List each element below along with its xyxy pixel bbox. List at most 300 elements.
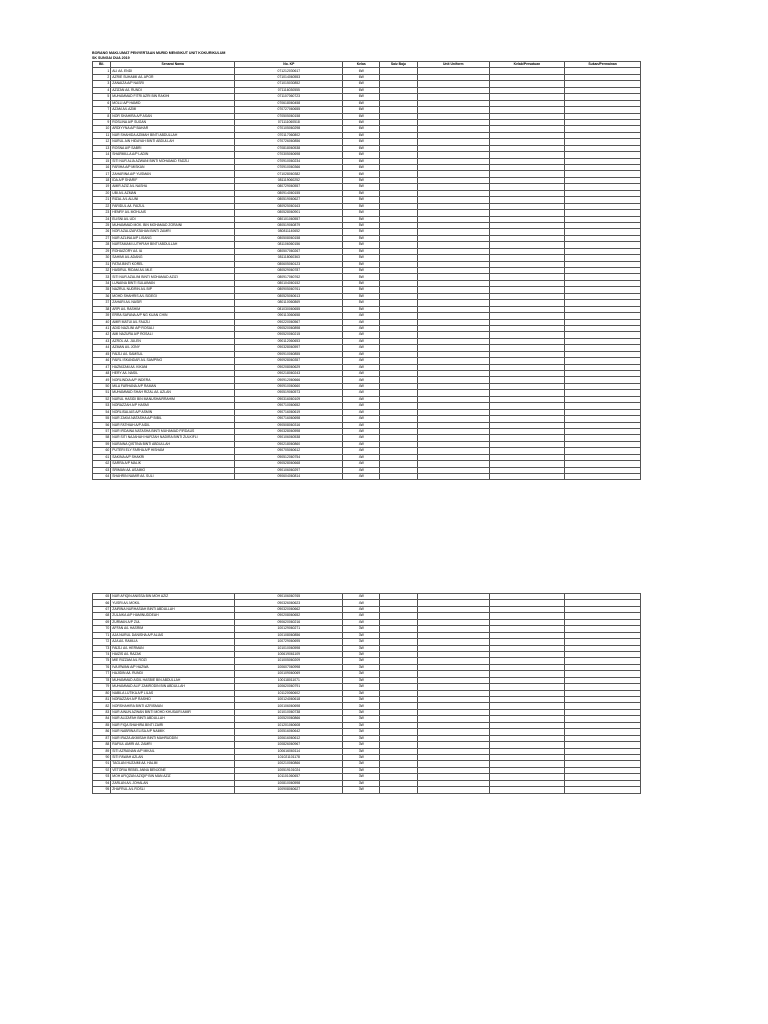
- cell-name: NOR AZALIZAFATAHAN BINTI ZAMRI: [111, 229, 235, 235]
- cell-name: HAJIDIN A/L RUNDI: [111, 671, 235, 677]
- cell-name: ELISNI A/L UDI: [111, 216, 235, 222]
- cell-bil: 94: [93, 780, 111, 786]
- cell-class: 5W: [343, 300, 380, 306]
- cell-bil: 71: [93, 632, 111, 638]
- cell-class: 3W: [343, 735, 380, 741]
- cell-bil: 30: [93, 255, 111, 261]
- cell-bil: 24: [93, 216, 111, 222]
- cell-class: 4W: [343, 441, 380, 447]
- cell-bil: 31: [93, 261, 111, 267]
- cell-ic: 100619061109: [235, 651, 343, 657]
- document-title: BORANG MAKLUMAT PENYERTAAN MURID MENGIKUT UNIT KOKURIKULUM: [92, 51, 226, 55]
- cell-name: ZAIRINA NURHASIAH BINTI ABDULLAH: [111, 606, 235, 612]
- cell-name: PUTERI ELY FARHA A/P HISHAM: [111, 448, 235, 454]
- cell-class: 6W: [343, 119, 380, 125]
- cell-bil: 35: [93, 287, 111, 293]
- cell-name: HENRY A/L MOHLAIS: [111, 210, 235, 216]
- cell-name: MOLLI A/P HAMID: [111, 100, 235, 106]
- cell-name: ZURMAN A/P ZUL: [111, 619, 235, 625]
- cell-name: LUNAINA BINTI SULAIMAN: [111, 280, 235, 286]
- cell-ic: 081030060655: [235, 306, 343, 312]
- cell-bil: 9: [93, 119, 111, 125]
- cell-class: 4W: [343, 371, 380, 377]
- cell-class: 3W: [343, 664, 380, 670]
- cell-bil: 11: [93, 132, 111, 138]
- cell-bil: 54: [93, 409, 111, 415]
- cell-ic: 070117060802: [235, 132, 343, 138]
- cell-name: NOR SHAHIRA A/P ASAN: [111, 113, 235, 119]
- cell-name: MUHAMMAD SHAH RIZAL A/L AZLAN: [111, 390, 235, 396]
- cell-ic: 080525060613: [235, 293, 343, 299]
- cell-bil: 90: [93, 754, 111, 760]
- cell-bil: 95: [93, 787, 111, 793]
- cell-bil: 75: [93, 658, 111, 664]
- header-sport: Sukan/Permainan: [565, 62, 641, 68]
- cell-ic: 100908060627: [235, 787, 343, 793]
- cell-class: 4W: [343, 474, 380, 480]
- cell-class: 3W: [343, 658, 380, 664]
- cell-class: 4W: [343, 351, 380, 357]
- cell-class: 3W: [343, 651, 380, 657]
- cell-name: ROSLINA A/P SUGAN: [111, 119, 235, 125]
- cell-ic: 071028060382: [235, 171, 343, 177]
- cell-name: FARIDUL A/L FAIZUL: [111, 203, 235, 209]
- cell-bil: 1: [93, 68, 111, 74]
- cell-bil: 79: [93, 684, 111, 690]
- cell-ic: 101005060209: [235, 658, 343, 664]
- cell-class: 3W: [343, 690, 380, 696]
- cell-ic: 101010060598: [235, 645, 343, 651]
- cell-name: AZIZAN A/L RUNDI: [111, 87, 235, 93]
- cell-name: NUR FIQA SHAHIRA BINTI ZAIRI: [111, 722, 235, 728]
- cell-class: 5W: [343, 280, 380, 286]
- cell-name: FAIRL ISKANDAR A/L SAMPING: [111, 358, 235, 364]
- cell-bil: 67: [93, 606, 111, 612]
- cell-name: HAZNIZAM A/L KIKANI: [111, 364, 235, 370]
- cell-ic: 090528060668: [235, 461, 343, 467]
- cell-ic: 090320060662: [235, 606, 343, 612]
- cell-bil: 74: [93, 651, 111, 657]
- cell-bil: 56: [93, 422, 111, 428]
- cell-name: SHAHRIN NAMIR A/L SULI: [111, 474, 235, 480]
- cell-class: 5W: [343, 229, 380, 235]
- cell-ic: 090326060623: [235, 600, 343, 606]
- cell-name: AJA A/L RAMLIA: [111, 639, 235, 645]
- cell-ic: 100210060866: [235, 761, 343, 767]
- cell-name: MUHAMMAD ALIF ZAMRODIN BIN ABDULLAH: [111, 684, 235, 690]
- cell-ic: 090218060243: [235, 371, 343, 377]
- header-ic: No. KP: [235, 62, 343, 68]
- cell-bil: 89: [93, 748, 111, 754]
- cell-class: 6W: [343, 68, 380, 74]
- cell-ic: 090520060215: [235, 332, 343, 338]
- cell-name: ARPI A/L RASHIM: [111, 306, 235, 312]
- cell-name: NORSHAHIRA BINTI AZRISMAN: [111, 703, 235, 709]
- cell-bil: 80: [93, 690, 111, 696]
- cell-class: 3W: [343, 748, 380, 754]
- cell-ic: 101021101178: [235, 754, 343, 760]
- cell-class: 5W: [343, 248, 380, 254]
- cell-name: SITI NUR AZALINI BINTI MOHAMAD AZIZI: [111, 274, 235, 280]
- cell-bil: 15: [93, 158, 111, 164]
- cell-class: 4W: [343, 364, 380, 370]
- cell-name: NURUL AIN HIDAYAH BINTI ABDULLAH: [111, 139, 235, 145]
- cell-ic: 090208060629: [235, 364, 343, 370]
- cell-class: 6W: [343, 100, 380, 106]
- cell-ic: 100729060695: [235, 639, 343, 645]
- cell-ic: 090220060567: [235, 319, 343, 325]
- cell-class: 5W: [343, 293, 380, 299]
- cell-bil: 21: [93, 197, 111, 203]
- cell-name: NUR IRAZA AKMISAH BINTI MAHRUDDIN: [111, 735, 235, 741]
- cell-ic: 100616060612: [235, 735, 343, 741]
- cell-class: 4W: [343, 345, 380, 351]
- cell-name: TAGLAN HUZAIMI A/L HALIM: [111, 761, 235, 767]
- cell-club: [489, 787, 565, 793]
- cell-ic: 090910060660: [235, 383, 343, 389]
- cell-bil: 42: [93, 332, 111, 338]
- cell-class: 3W: [343, 787, 380, 793]
- cell-class: 3W: [343, 677, 380, 683]
- cell-bil: 28: [93, 242, 111, 248]
- cell-class: 4W: [343, 358, 380, 364]
- cell-class: 5W: [343, 255, 380, 261]
- cell-bil: 39: [93, 313, 111, 319]
- cell-bil: 51: [93, 390, 111, 396]
- cell-ic: 090218060860: [235, 441, 343, 447]
- cell-name: AZAM A/L AZMI: [111, 107, 235, 113]
- cell-class: 3W: [343, 767, 380, 773]
- cell-name: ROSNA A/P SABRI: [111, 145, 235, 151]
- cell-bil: 72: [93, 639, 111, 645]
- cell-bil: 93: [93, 774, 111, 780]
- cell-class: 6W: [343, 126, 380, 132]
- cell-name: NUR ALIZAFAH BINTI ABDULLAH: [111, 716, 235, 722]
- cell-name: IDA A/P SHARIF: [111, 177, 235, 183]
- cell-name: MIE RIZZAM A/L ROZI: [111, 658, 235, 664]
- cell-ic: 090106060765: [235, 594, 343, 600]
- cell-name: UBI A/L AZMAN: [111, 190, 235, 196]
- cell-ic: 101101060657: [235, 774, 343, 780]
- cell-ic: 070818060538: [235, 145, 343, 151]
- cell-bil: 33: [93, 274, 111, 280]
- cell-name: ZANAIZA A/P NASRI: [111, 81, 235, 87]
- cell-name: SRIMAN A/L ASAIMO: [111, 467, 235, 473]
- cell-bil: 87: [93, 735, 111, 741]
- cell-name: HERY A/L NASIL: [111, 371, 235, 377]
- cell-name: ROHAIZORY A/L IA: [111, 248, 235, 254]
- cell-bil: 16: [93, 165, 111, 171]
- cell-ic: 090520060898: [235, 325, 343, 331]
- cell-class: 4W: [343, 383, 380, 389]
- cell-ic: 080519060627: [235, 197, 343, 203]
- cell-name: MUHAMMAD AIDIL HASBIE BIN ABDULLAH: [111, 677, 235, 683]
- cell-class: 4W: [343, 600, 380, 606]
- cell-class: 6W: [343, 165, 380, 171]
- cell-uniform-unit: [417, 474, 489, 480]
- cell-class: 4W: [343, 319, 380, 325]
- cell-name: ARDIYYNA A/P BAHAR: [111, 126, 235, 132]
- cell-name: AMIR AZIZ A/L NASHA: [111, 184, 235, 190]
- cell-name: ZARLAN A/L JOHALAN: [111, 780, 235, 786]
- cell-class: 5W: [343, 197, 380, 203]
- cell-bil: 7: [93, 107, 111, 113]
- cell-name: NABILA LUTIKA A/P LILAS: [111, 690, 235, 696]
- cell-name: ZHAFRUL A/L ROSLI: [111, 787, 235, 793]
- cell-ic: 090512060754: [235, 454, 343, 460]
- cell-ic: 100826060967: [235, 742, 343, 748]
- cell-name: NUR FATHIAH A/P AIDIL: [111, 422, 235, 428]
- cell-ic: 090928060357: [235, 358, 343, 364]
- cell-bil: 57: [93, 428, 111, 434]
- cell-bil: 50: [93, 383, 111, 389]
- cell-class: 4W: [343, 338, 380, 344]
- cell-bil: 88: [93, 742, 111, 748]
- cell-class: 4W: [343, 325, 380, 331]
- cell-bil: 38: [93, 306, 111, 312]
- cell-class: 4W: [343, 613, 380, 619]
- header-shirt-size: Saiz Baju: [380, 62, 418, 68]
- cell-name: NORLINDIA A/P INDERA: [111, 377, 235, 383]
- cell-bil: 13: [93, 145, 111, 151]
- cell-class: 3W: [343, 632, 380, 638]
- cell-name: NUR AFIQIN ANISSA BIN MOH AZIZ: [111, 594, 235, 600]
- cell-ic: 080507060267: [235, 248, 343, 254]
- cell-name: ERRA SAFANA A/P NG KUAN CHIN: [111, 313, 235, 319]
- cell-class: 6W: [343, 87, 380, 93]
- cell-ic: 070726060856: [235, 139, 343, 145]
- cell-ic: 090508060316: [235, 422, 343, 428]
- cell-bil: 64: [93, 474, 111, 480]
- cell-ic: 071014060553: [235, 74, 343, 80]
- cell-bil: 62: [93, 461, 111, 467]
- cell-class: 3W: [343, 639, 380, 645]
- cell-ic: 081119060252: [235, 177, 343, 183]
- cell-class: 5W: [343, 261, 380, 267]
- cell-bil: 59: [93, 441, 111, 447]
- header-club: Kelab/Persatuan: [489, 62, 565, 68]
- cell-class: 3W: [343, 774, 380, 780]
- cell-name: VETORIA REBEL ANNA BENJONE: [111, 767, 235, 773]
- cell-ic: 070910060234: [235, 158, 343, 164]
- cell-ic: 090604060814: [235, 474, 343, 480]
- student-table-2: [92, 593, 641, 794]
- cell-bil: 58: [93, 435, 111, 441]
- cell-class: 6W: [343, 152, 380, 158]
- cell-ic: 080508060158: [235, 235, 343, 241]
- cell-ic: 080729060557: [235, 184, 343, 190]
- cell-name: NORAZZAH A/P RASHID: [111, 697, 235, 703]
- cell-bil: 32: [93, 268, 111, 274]
- cell-name: MILA FARHANA A/P RAMAN: [111, 383, 235, 389]
- cell-ic: 080917060762: [235, 274, 343, 280]
- cell-bil: 65: [93, 594, 111, 600]
- cell-class: 4W: [343, 390, 380, 396]
- cell-class: 5W: [343, 210, 380, 216]
- cell-class: 3W: [343, 626, 380, 632]
- cell-ic: 070105060298: [235, 126, 343, 132]
- cell-ic: 090910060855: [235, 351, 343, 357]
- cell-ic: 071111060518: [235, 119, 343, 125]
- cell-class: 4W: [343, 461, 380, 467]
- cell-ic: 080101060557: [235, 216, 343, 222]
- cell-bil: 19: [93, 184, 111, 190]
- cell-class: 3W: [343, 684, 380, 690]
- cell-name: ZAHARI A/L NASIR: [111, 300, 235, 306]
- cell-ic: 100519101024: [235, 767, 343, 773]
- cell-bil: 55: [93, 416, 111, 422]
- cell-ic: 090716060619: [235, 409, 343, 415]
- cell-bil: 52: [93, 396, 111, 402]
- cell-name: NUR AINUN AZWAN BINTI MOHD KHUSAIRI AMIR: [111, 709, 235, 715]
- cell-class: 4W: [343, 606, 380, 612]
- cell-class: 5W: [343, 306, 380, 312]
- cell-bil: 84: [93, 716, 111, 722]
- cell-class: 5W: [343, 242, 380, 248]
- cell-name: SITI AZRAINAN A/P MIKAIL: [111, 748, 235, 754]
- cell-sport: [565, 787, 641, 793]
- cell-ic: 080528060901: [235, 210, 343, 216]
- cell-name: AJA NURUL DANISHA A/P ALIAS: [111, 632, 235, 638]
- cell-class: 5W: [343, 274, 380, 280]
- cell-bil: 6: [93, 100, 111, 106]
- cell-bil: 23: [93, 210, 111, 216]
- cell-bil: 81: [93, 697, 111, 703]
- cell-ic: 100810060598: [235, 780, 343, 786]
- cell-class: 3W: [343, 742, 380, 748]
- cell-name: ZAHARINA A/P YUSMAN: [111, 171, 235, 177]
- cell-ic: 100118011071: [235, 677, 343, 683]
- cell-bil: 17: [93, 171, 111, 177]
- cell-name: AMIR MATUI A/L FAUZLI: [111, 319, 235, 325]
- cell-name: FARIHA A/P MISKAN: [111, 165, 235, 171]
- cell-ic: 070910060366: [235, 165, 343, 171]
- cell-name: RIZAL A/L ALUNI: [111, 197, 235, 203]
- cell-ic: 090716060698: [235, 416, 343, 422]
- cell-bil: 14: [93, 152, 111, 158]
- cell-class: 5W: [343, 216, 380, 222]
- cell-bil: 2: [93, 74, 111, 80]
- cell-ic: 101201060608: [235, 722, 343, 728]
- cell-name: NAZRUL NUDRIN A/L BIP: [111, 287, 235, 293]
- cell-bil: 91: [93, 761, 111, 767]
- cell-bil: 60: [93, 448, 111, 454]
- cell-bil: 69: [93, 619, 111, 625]
- cell-ic: 100516060642: [235, 729, 343, 735]
- cell-bil: 53: [93, 403, 111, 409]
- cell-bil: 8: [93, 113, 111, 119]
- cell-bil: 77: [93, 671, 111, 677]
- cell-bil: 76: [93, 664, 111, 670]
- cell-name: AZRIE SUHAIMI A/L APOR: [111, 74, 235, 80]
- cell-class: 4W: [343, 435, 380, 441]
- header-bil: Bil.: [93, 62, 111, 68]
- cell-ic: 071212030617: [235, 68, 343, 74]
- cell-name: SITI FAWAH AZLAN: [111, 754, 235, 760]
- cell-name: IVA IRWAN A/P HAZWA: [111, 664, 235, 670]
- header-name: Senarai Nama: [111, 62, 235, 68]
- cell-bil: 49: [93, 377, 111, 383]
- cell-name: AZROL A/L JULEN: [111, 338, 235, 344]
- cell-class: 3W: [343, 709, 380, 715]
- cell-ic: 080605060123: [235, 261, 343, 267]
- cell-ic: 071015030852: [235, 81, 343, 87]
- cell-ic: 090112060653: [235, 338, 343, 344]
- cell-name: ZULAIKA A/P HAMINUDDEAH: [111, 613, 235, 619]
- cell-ic: 090316060109: [235, 396, 343, 402]
- cell-bil: 41: [93, 325, 111, 331]
- cell-bil: 92: [93, 767, 111, 773]
- cell-ic: 080104060152: [235, 280, 343, 286]
- cell-bil: 27: [93, 235, 111, 241]
- cell-ic: 090208060652: [235, 613, 343, 619]
- cell-class: 4W: [343, 409, 380, 415]
- cell-name: NUR NABRINA ELISA A/P NAIMIK: [111, 729, 235, 735]
- cell-name: MUHAMMAD FITRI AZRI BIN RAKIHI: [111, 94, 235, 100]
- cell-name: SAKINA A/P SHAKRI: [111, 454, 235, 460]
- cell-bil: 43: [93, 338, 111, 344]
- table-body-1: [93, 68, 641, 480]
- cell-name: HAIZIS A/L RAZAK: [111, 651, 235, 657]
- cell-class: 4W: [343, 594, 380, 600]
- cell-sport: [565, 474, 641, 480]
- cell-class: 4W: [343, 396, 380, 402]
- cell-ic: 080110060869: [235, 300, 343, 306]
- cell-ic: 080811140652: [235, 229, 343, 235]
- cell-class: 3W: [343, 722, 380, 728]
- cell-class: 4W: [343, 332, 380, 338]
- cell-name: YUSRI A/L MOKIL: [111, 600, 235, 606]
- cell-bil: 10: [93, 126, 111, 132]
- cell-bil: 85: [93, 722, 111, 728]
- cell-name: MOHD SHAHRIS A/L SIDEGI: [111, 293, 235, 299]
- cell-class: 4W: [343, 619, 380, 625]
- cell-name: SAHIMI A/L ADANG: [111, 255, 235, 261]
- cell-bil: 40: [93, 319, 111, 325]
- cell-bil: 34: [93, 280, 111, 286]
- cell-class: 6W: [343, 94, 380, 100]
- cell-bil: 4: [93, 87, 111, 93]
- cell-bil: 73: [93, 645, 111, 651]
- cell-ic: 080519060879: [235, 222, 343, 228]
- cell-bil: 18: [93, 177, 111, 183]
- cell-class: 3W: [343, 697, 380, 703]
- cell-bil: 66: [93, 600, 111, 606]
- cell-bil: 61: [93, 454, 111, 460]
- cell-class: 6W: [343, 113, 380, 119]
- cell-ic: 080529060787: [235, 268, 343, 274]
- cell-class: 4W: [343, 467, 380, 473]
- cell-class: 3W: [343, 754, 380, 760]
- cell-ic: 090705060612: [235, 448, 343, 454]
- cell-name: ADID NAZLINI A/P ROSALI: [111, 325, 235, 331]
- cell-ic: 100616060114: [235, 748, 343, 754]
- cell-bil: 20: [93, 190, 111, 196]
- cell-name: NUR SHAHIDA AZIMAH BINTI ABDULLAH: [111, 132, 235, 138]
- cell-name: MUHAMMAD MOK. BIN MOHAMAD ZORAINI: [111, 222, 235, 228]
- cell-ic: 080905060761: [235, 287, 343, 293]
- cell-class: 6W: [343, 107, 380, 113]
- cell-name: SITI NUR ALIA AZWANI BINTI MOHAMAD FADZLI: [111, 158, 235, 164]
- cell-ic: 081106060156: [235, 242, 343, 248]
- cell-class: 3W: [343, 703, 380, 709]
- cell-ic: 080925060163: [235, 203, 343, 209]
- cell-ic: 101010060738: [235, 709, 343, 715]
- cell-bil: 36: [93, 293, 111, 299]
- cell-class: 6W: [343, 158, 380, 164]
- cell-ic: 100108060856: [235, 632, 343, 638]
- cell-bil: 22: [93, 203, 111, 209]
